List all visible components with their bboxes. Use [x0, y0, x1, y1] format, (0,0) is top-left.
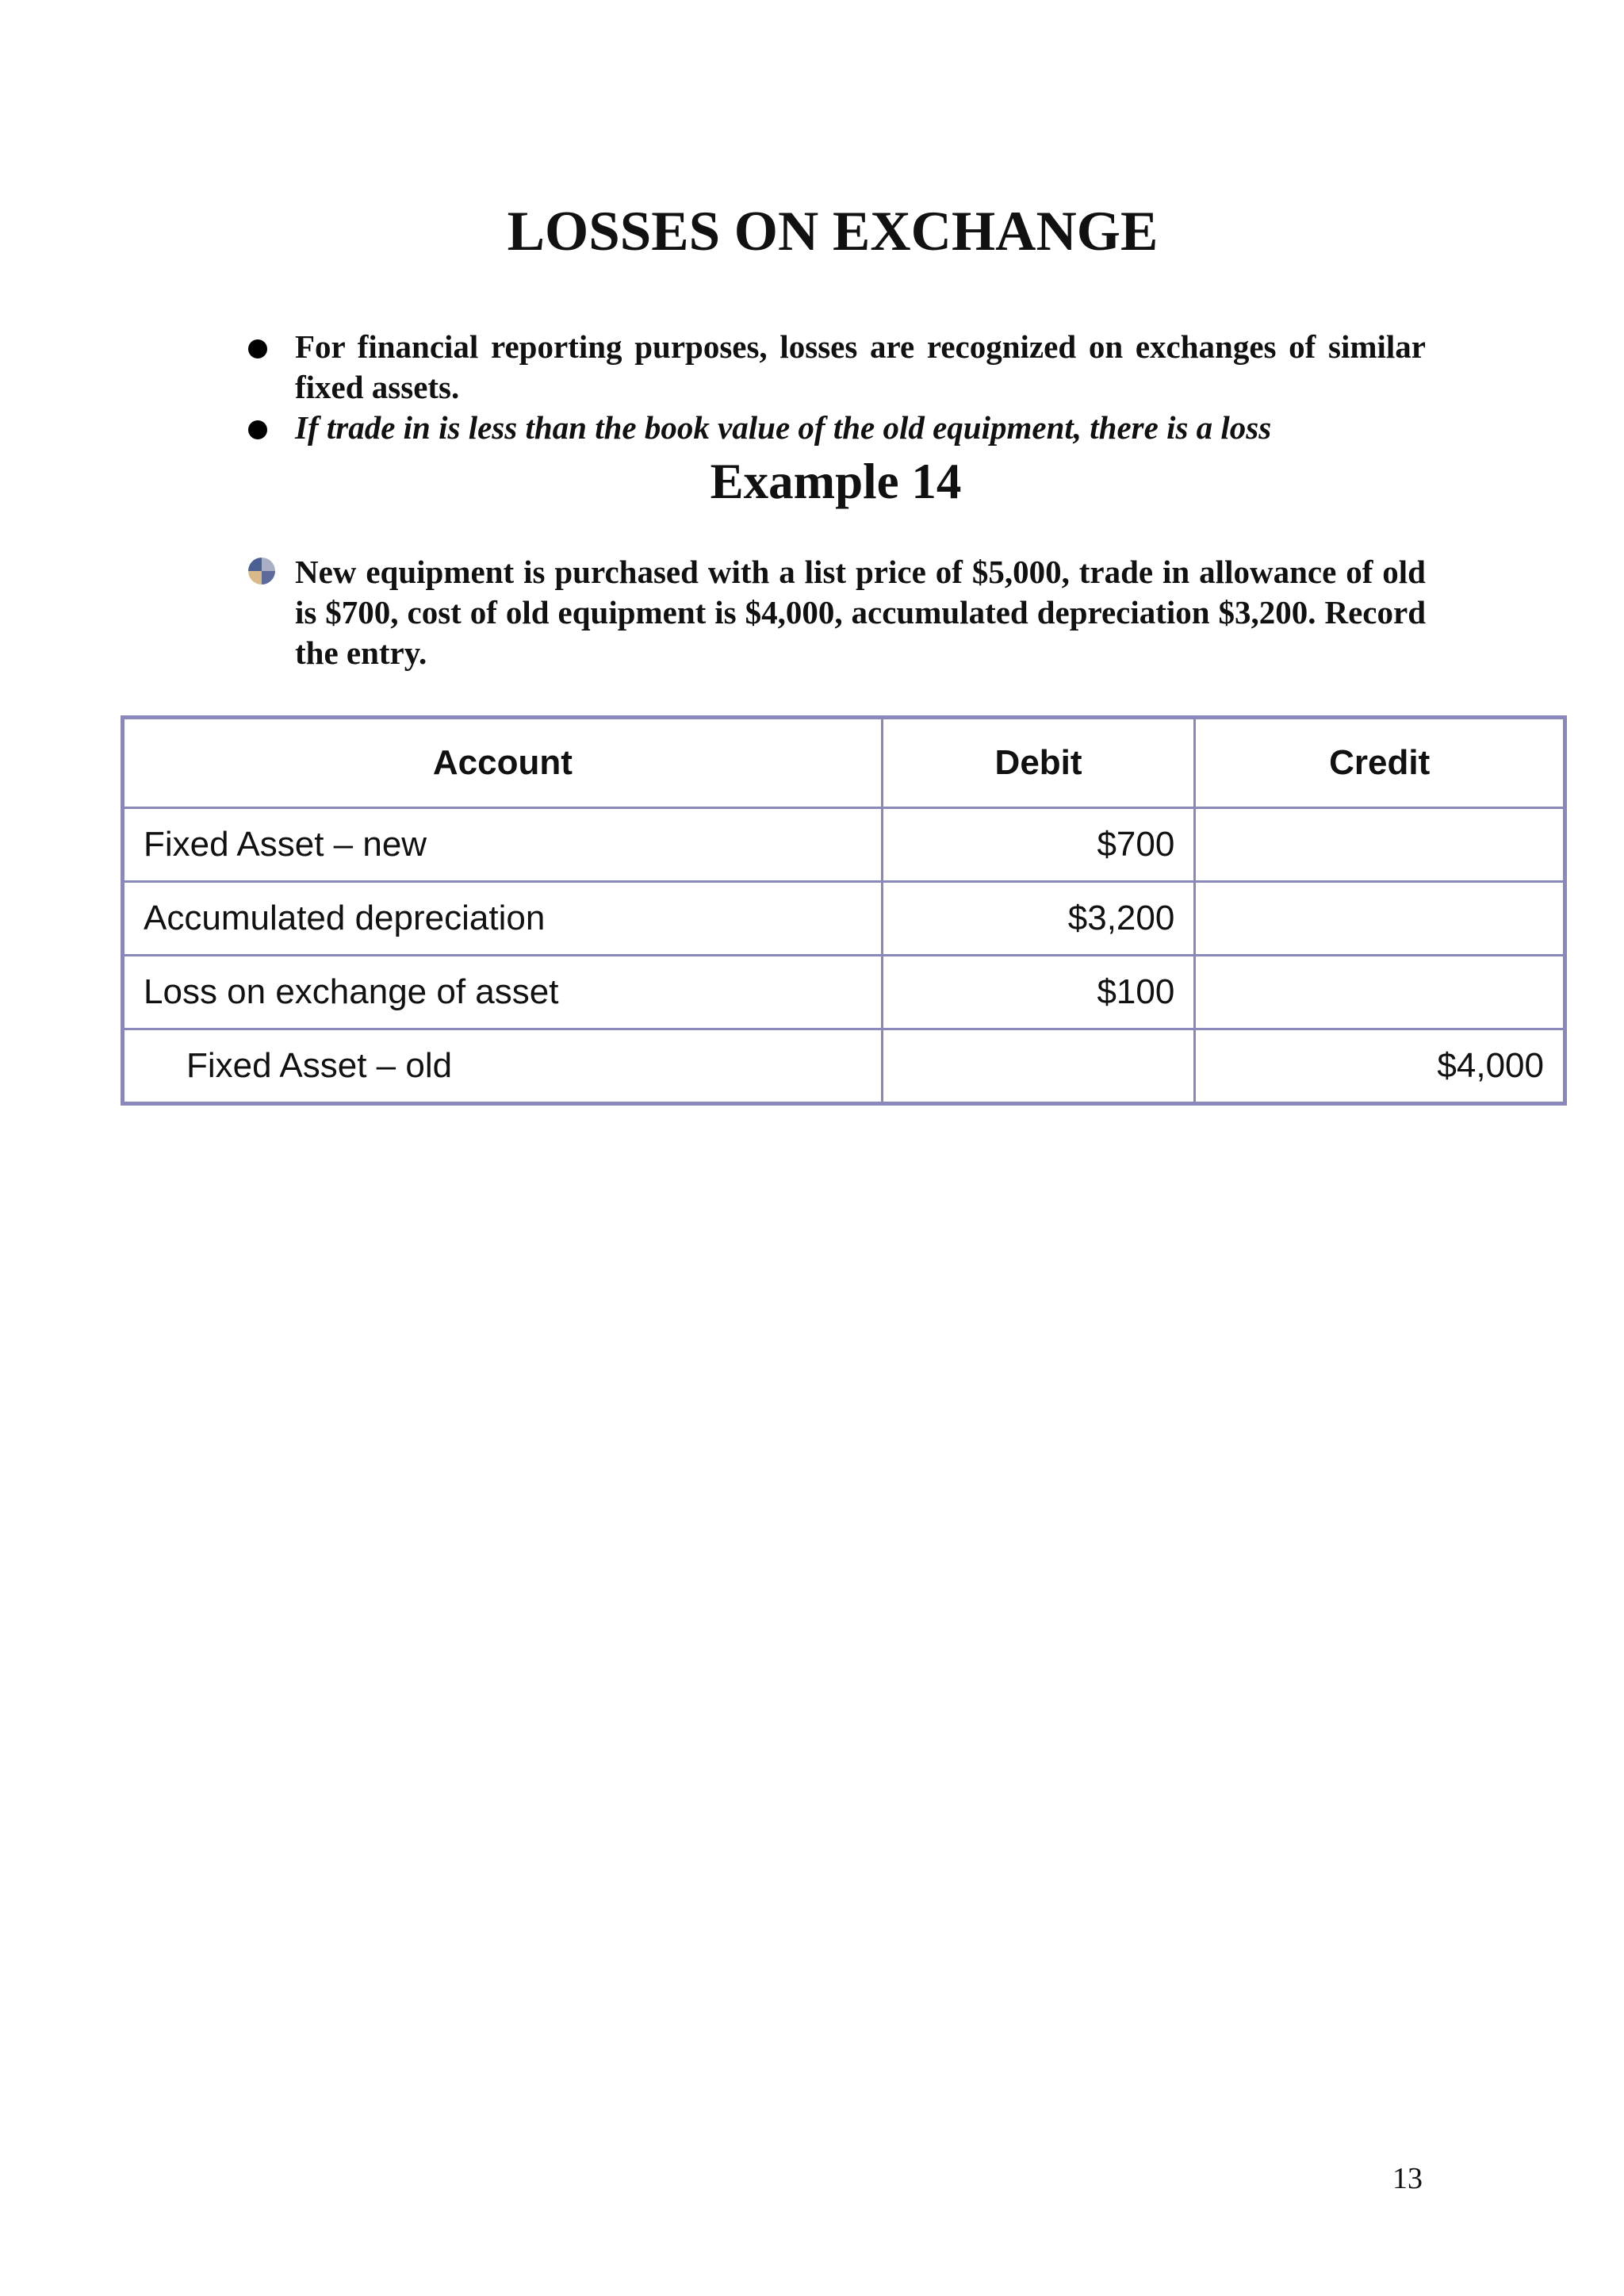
example-problem: [246, 552, 1426, 673]
table-row: [123, 1029, 1565, 1104]
debit-cell: [882, 1029, 1195, 1104]
account-cell: Fixed Asset – old: [123, 1029, 883, 1104]
bullet-text: For financial reporting purposes, losses are recognized on exchanges of similar fixed assets.: [295, 328, 1426, 405]
example-heading: Example 14: [710, 454, 962, 509]
bullet-dot-icon: [248, 420, 267, 439]
header-debit: Debit: [882, 718, 1195, 808]
header-account: Account: [123, 718, 883, 808]
credit-cell: [1195, 808, 1565, 882]
debit-cell: $700: [882, 808, 1195, 882]
page-title: LOSSES ON EXCHANGE: [507, 201, 1159, 263]
journal-entry-table: [121, 715, 1567, 1106]
bullet-dot-icon: [248, 339, 267, 358]
account-cell: Loss on exchange of asset: [123, 956, 883, 1029]
bullet-text: If trade in is less than the book value of the old equipment, there is a loss: [295, 409, 1272, 446]
debit-cell: $100: [882, 956, 1195, 1029]
pie-quarter-icon: [246, 555, 278, 587]
account-cell: Accumulated depreciation: [123, 882, 883, 956]
page-number: 13: [1392, 2162, 1423, 2195]
table-row: [123, 882, 1565, 956]
table-header-row: [123, 718, 1565, 808]
bullet-item: [246, 327, 1426, 408]
bullet-item: [246, 408, 1426, 448]
credit-cell: [1195, 882, 1565, 956]
credit-cell: [1195, 956, 1565, 1029]
debit-cell: $3,200: [882, 882, 1195, 956]
table-row: [123, 808, 1565, 882]
account-cell: Fixed Asset – new: [123, 808, 883, 882]
problem-text: New equipment is purchased with a list price of $5,000, trade in allowance of old is $700, cost of old equipment is $4,000, accumulated depreciation $3,200. Record the entry.: [295, 554, 1426, 671]
credit-cell: $4,000: [1195, 1029, 1565, 1104]
header-credit: Credit: [1195, 718, 1565, 808]
bullet-list: [246, 327, 1426, 448]
table-row: [123, 956, 1565, 1029]
